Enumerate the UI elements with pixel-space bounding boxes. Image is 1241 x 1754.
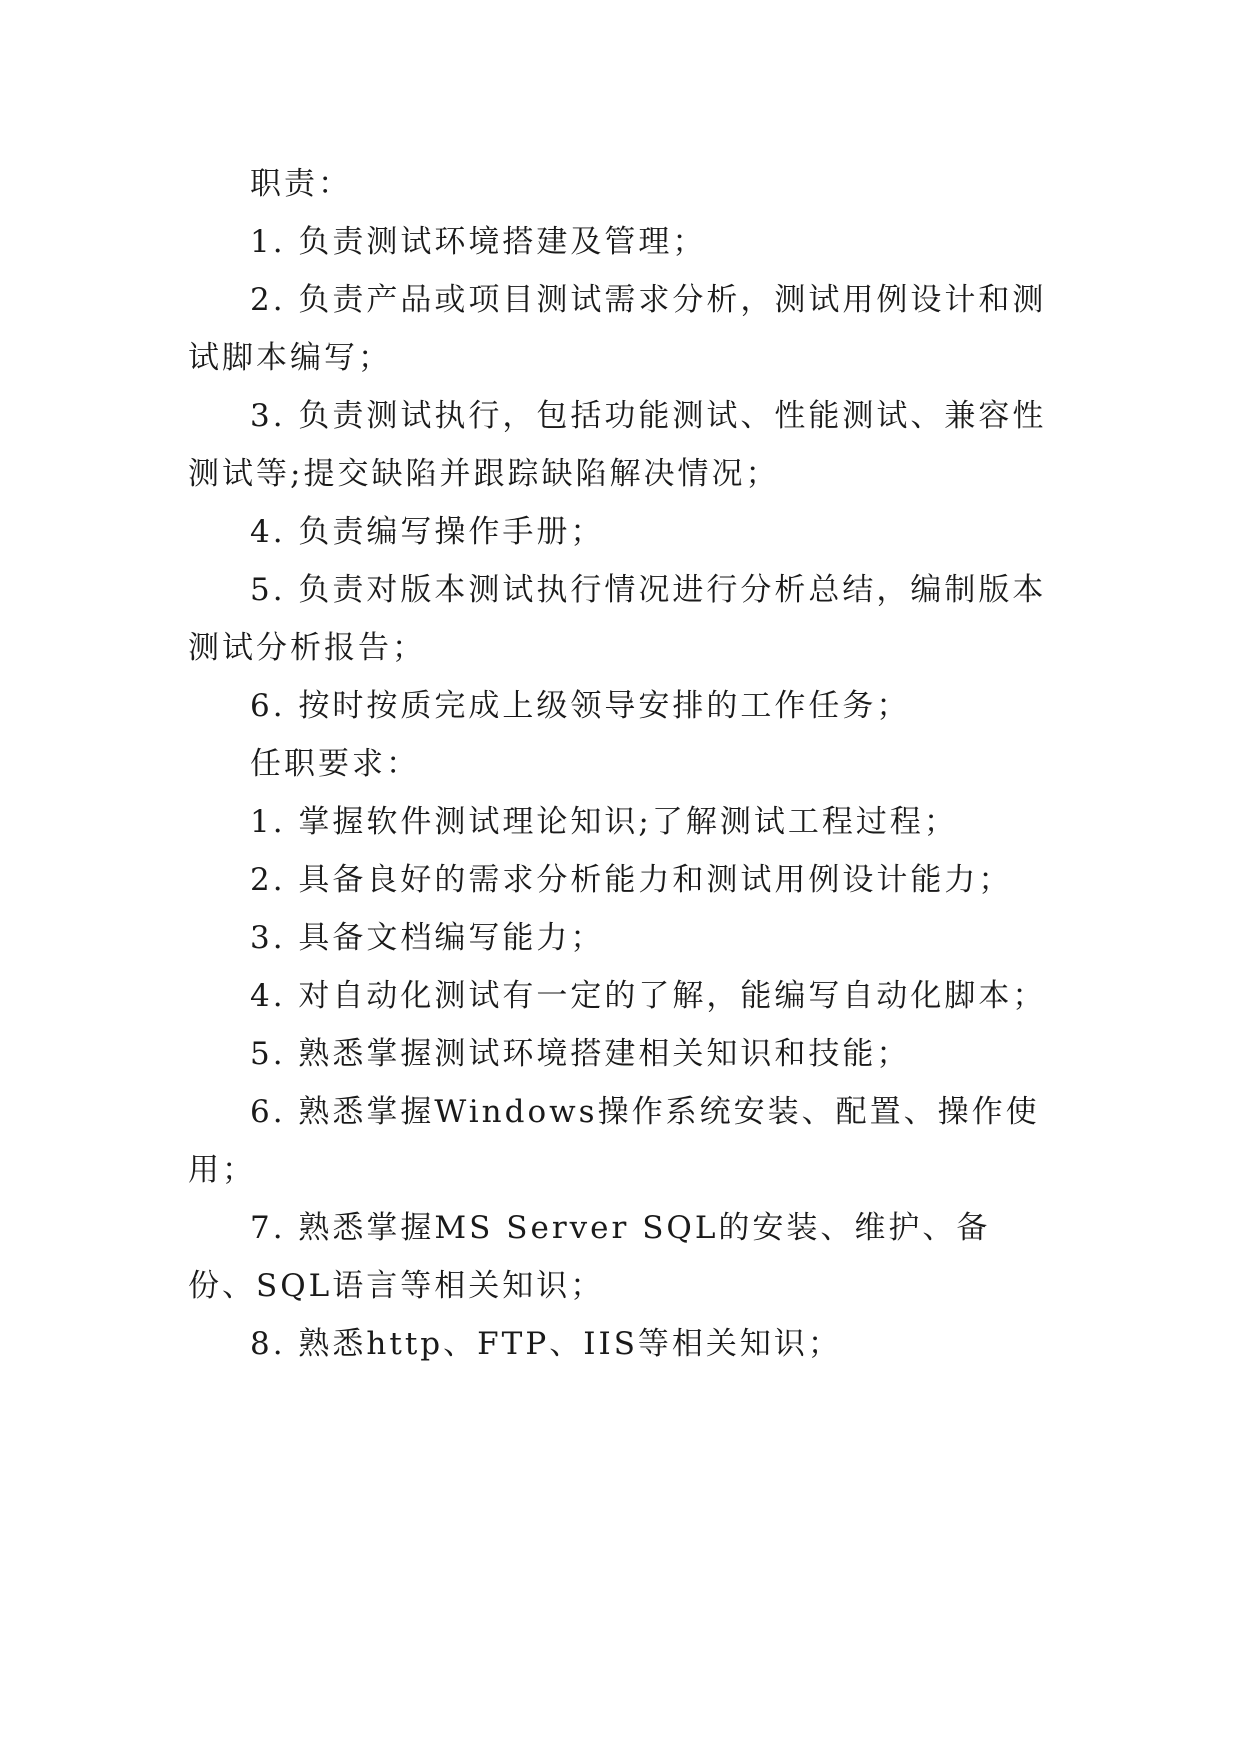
requirement-item-1: 1. 掌握软件测试理论知识;了解测试工程过程； [250, 804, 958, 840]
duties-heading: 职责： [250, 166, 352, 202]
duty-item-2: 2. 负责产品或项目测试需求分析，测试用例设计和测试脚本编写； [188, 282, 1047, 376]
document-body [188, 155, 1058, 1373]
duty-item-3: 3. 负责测试执行，包括功能测试、性能测试、兼容性测试等;提交缺陷并跟踪缺陷解决情况； [188, 398, 1047, 492]
requirement-item-8: 8. 熟悉http、FTP、IIS等相关知识； [250, 1326, 842, 1362]
requirements-heading: 任职要求： [250, 746, 420, 782]
duty-item-5: 5. 负责对版本测试执行情况进行分析总结，编制版本测试分析报告； [188, 572, 1047, 666]
duty-item-4: 4. 负责编写操作手册； [250, 514, 605, 550]
requirement-item-2: 2. 具备良好的需求分析能力和测试用例设计能力； [250, 862, 1013, 898]
duty-item-6: 6. 按时按质完成上级领导安排的工作任务； [250, 688, 911, 724]
requirement-item-4: 4. 对自动化测试有一定的了解，能编写自动化脚本； [250, 978, 1047, 1014]
requirement-item-6: 6. 熟悉掌握Windows操作系统安装、配置、操作使用； [188, 1094, 1040, 1188]
duty-item-1: 1. 负责测试环境搭建及管理； [250, 224, 707, 260]
requirement-item-3: 3. 具备文档编写能力； [250, 920, 605, 956]
requirement-item-5: 5. 熟悉掌握测试环境搭建相关知识和技能； [250, 1036, 911, 1072]
requirement-item-7: 7. 熟悉掌握MS Server SQL的安装、维护、备份、SQL语言等相关知识； [188, 1210, 991, 1304]
